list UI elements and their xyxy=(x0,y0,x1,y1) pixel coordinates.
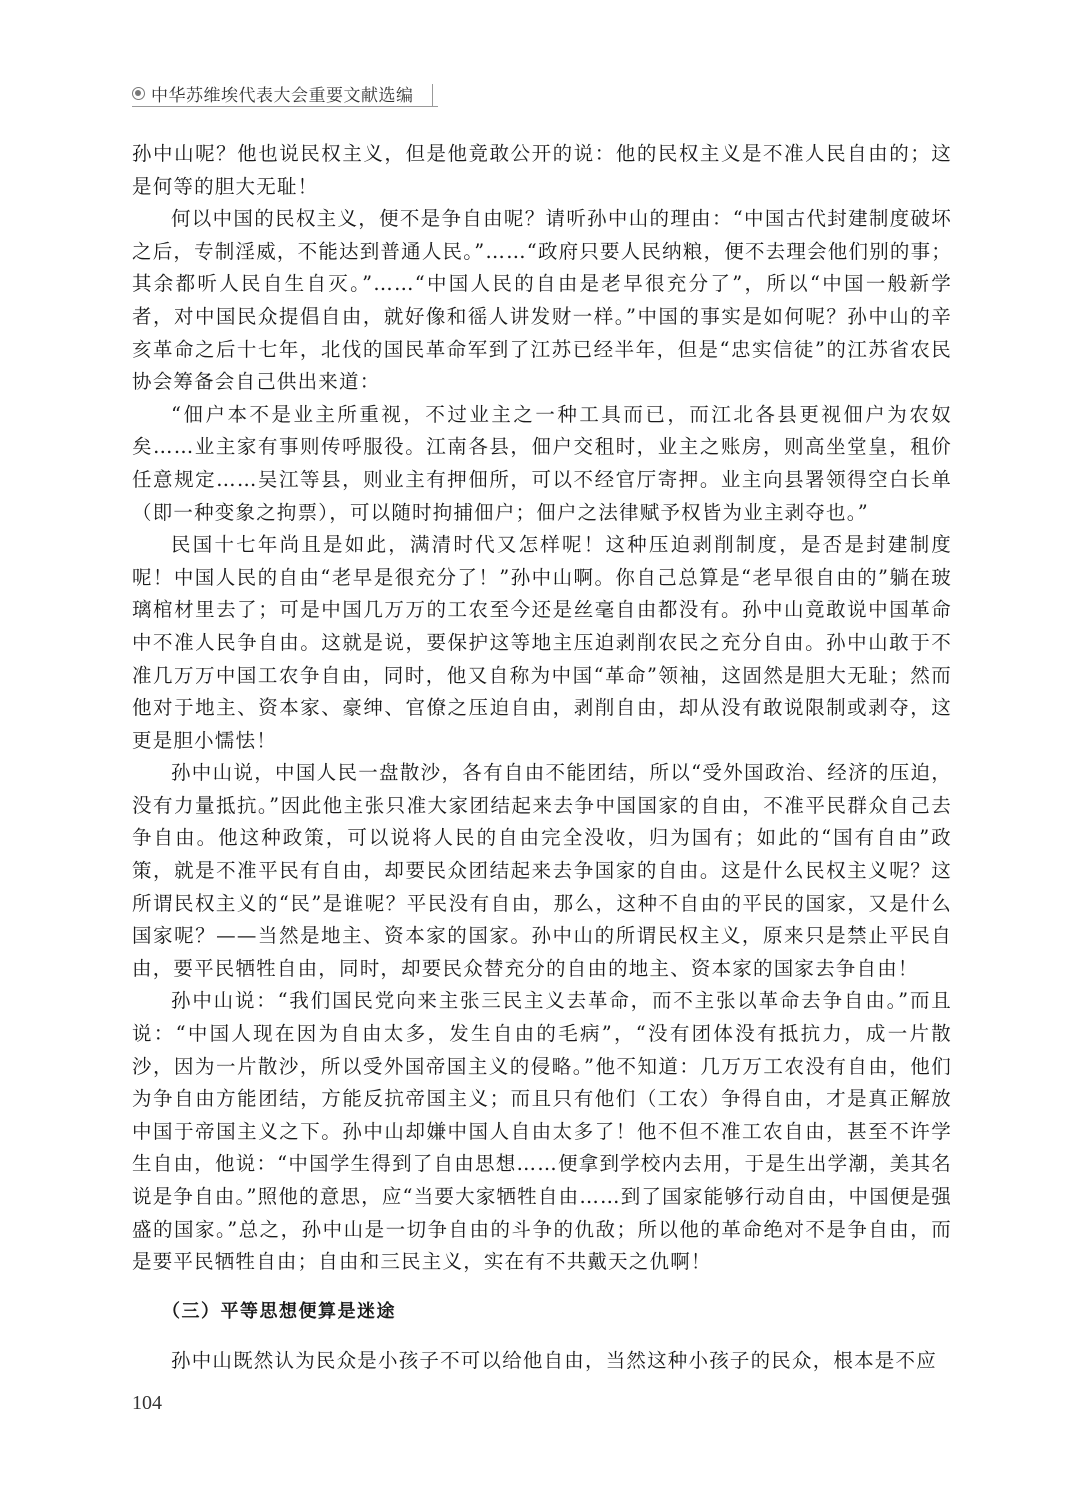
paragraph: 孙中山呢？他也说民权主义，但是他竟敢公开的说：他的民权主义是不准人民自由的；这是何等的胆大无耻！ xyxy=(132,142,952,198)
paragraph: 孙中山既然认为民众是小孩子不可以给他自由，当然这种小孩子的民众，根本是不应 xyxy=(171,1348,937,1372)
book-title: 中华苏维埃代表大会重要文献选编 xyxy=(151,85,414,106)
paragraph: 孙中山说，中国人民一盘散沙，各有自由不能团结，所以“受外国政治、经济的压迫，没有力量抵抗。”因此他主张只准大家团结起来去争中国国家的自由，不准平民群众自己去争自由。他这种政策，可以说将人民的自由完全没收，归为国有；如此的“国有自由”政策，就是不准平民有自由，却要民众团结起来去争国家的自由。这是什么民权主义呢？这所谓民权主义的“民”是谁呢？平民没有自由，那么，这种不自由的平民的国家，又是什么国家呢？——当然是地主、资本家的国家。孙中山的所谓民权主义，原来只是禁止平民自由，要平民牺牲自由，同时，却要民众替充分的自由的地主、资本家的国家去争自由！ xyxy=(132,761,952,980)
page-body xyxy=(132,138,952,1377)
paragraph: 民国十七年尚且是如此，满清时代又怎样呢！这种压迫剥削制度，是否是封建制度呢！中国人民的自由“老早是很充分了！”孙中山啊。你自己总算是“老早很自由的”躺在玻璃棺材里去了；可是中国几万万的工农至今还是丝毫自由都没有。孙中山竟敢说中国革命中不准人民争自由。这就是说，要保护这等地主压迫剥削农民之充分自由。孙中山敢于不准几万万中国工农争自由，同时，他又自称为中国“革命”领袖，这固然是胆大无耻；然而他对于地主、资本家、豪绅、官僚之压迫自由，剥削自由，却从没有敢说限制或剥夺，这更是胆小懦怯！ xyxy=(132,533,952,752)
block-quote-paragraph: “佃户本不是业主所重视，不过业主之一种工具而已，而江北各县更视佃户为农奴矣……业主家有事则传呼服役。江南各县，佃户交租时，业主之账房，则高坐堂皇，租价任意规定……吴江等县，则业主有押佃所，可以不经官厅寄押。业主向县署领得空白长单（即一种变象之拘票），可以随时拘捕佃户；佃户之法律赋予权皆为业主剥夺也。” xyxy=(132,402,952,524)
page-number: 104 xyxy=(132,1392,162,1414)
header-bullet-icon xyxy=(132,87,145,100)
running-header xyxy=(132,78,414,108)
header-rule xyxy=(132,106,438,107)
section-heading: （三）平等思想便算是迷途 xyxy=(162,1300,396,1322)
paragraph: 孙中山说：“我们国民党向来主张三民主义去革命，而不主张以革命去争自由。”而且说：“中国人现在因为自由太多，发生自由的毛病”，“没有团体没有抵抗力，成一片散沙，因为一片散沙，所以受外国帝国主义的侵略。”他不知道：几万万工农没有自由，他们为争自由方能团结，方能反抗帝国主义；而且只有他们（工农）争得自由，才是真正解放中国于帝国主义之下。孙中山却嫌中国人自由太多了！他不但不准工农自由，甚至不许学生自由，他说：“中国学生得到了自由思想……便拿到学校内去用，于是生出学潮，美其名说是争自由。”照他的意思，应“当要大家牺牲自由……到了国家能够行动自由，中国便是强盛的国家。”总之，孙中山是一切争自由的斗争的仇敌；所以他的革命绝对不是争自由，而是要平民牺牲自由；自由和三民主义，实在有不共戴天之仇啊！ xyxy=(132,989,952,1274)
header-rule-end xyxy=(432,84,433,106)
paragraph: 何以中国的民权主义，便不是争自由呢？请听孙中山的理由：“中国古代封建制度破坏之后，专制淫威，不能达到普通人民。”……“政府只要人民纳粮，便不去理会他们别的事；其余都听人民自生自灭。”……“中国人民的自由是老早很充分了”，所以“中国一般新学者，对中国民众提倡自由，就好像和徭人讲发财一样。”中国的事实是如何呢？孙中山的辛亥革命之后十七年，北伐的国民革命军到了江苏已经半年，但是“忠实信徒”的江苏省农民协会筹备会自己供出来道： xyxy=(132,207,952,394)
